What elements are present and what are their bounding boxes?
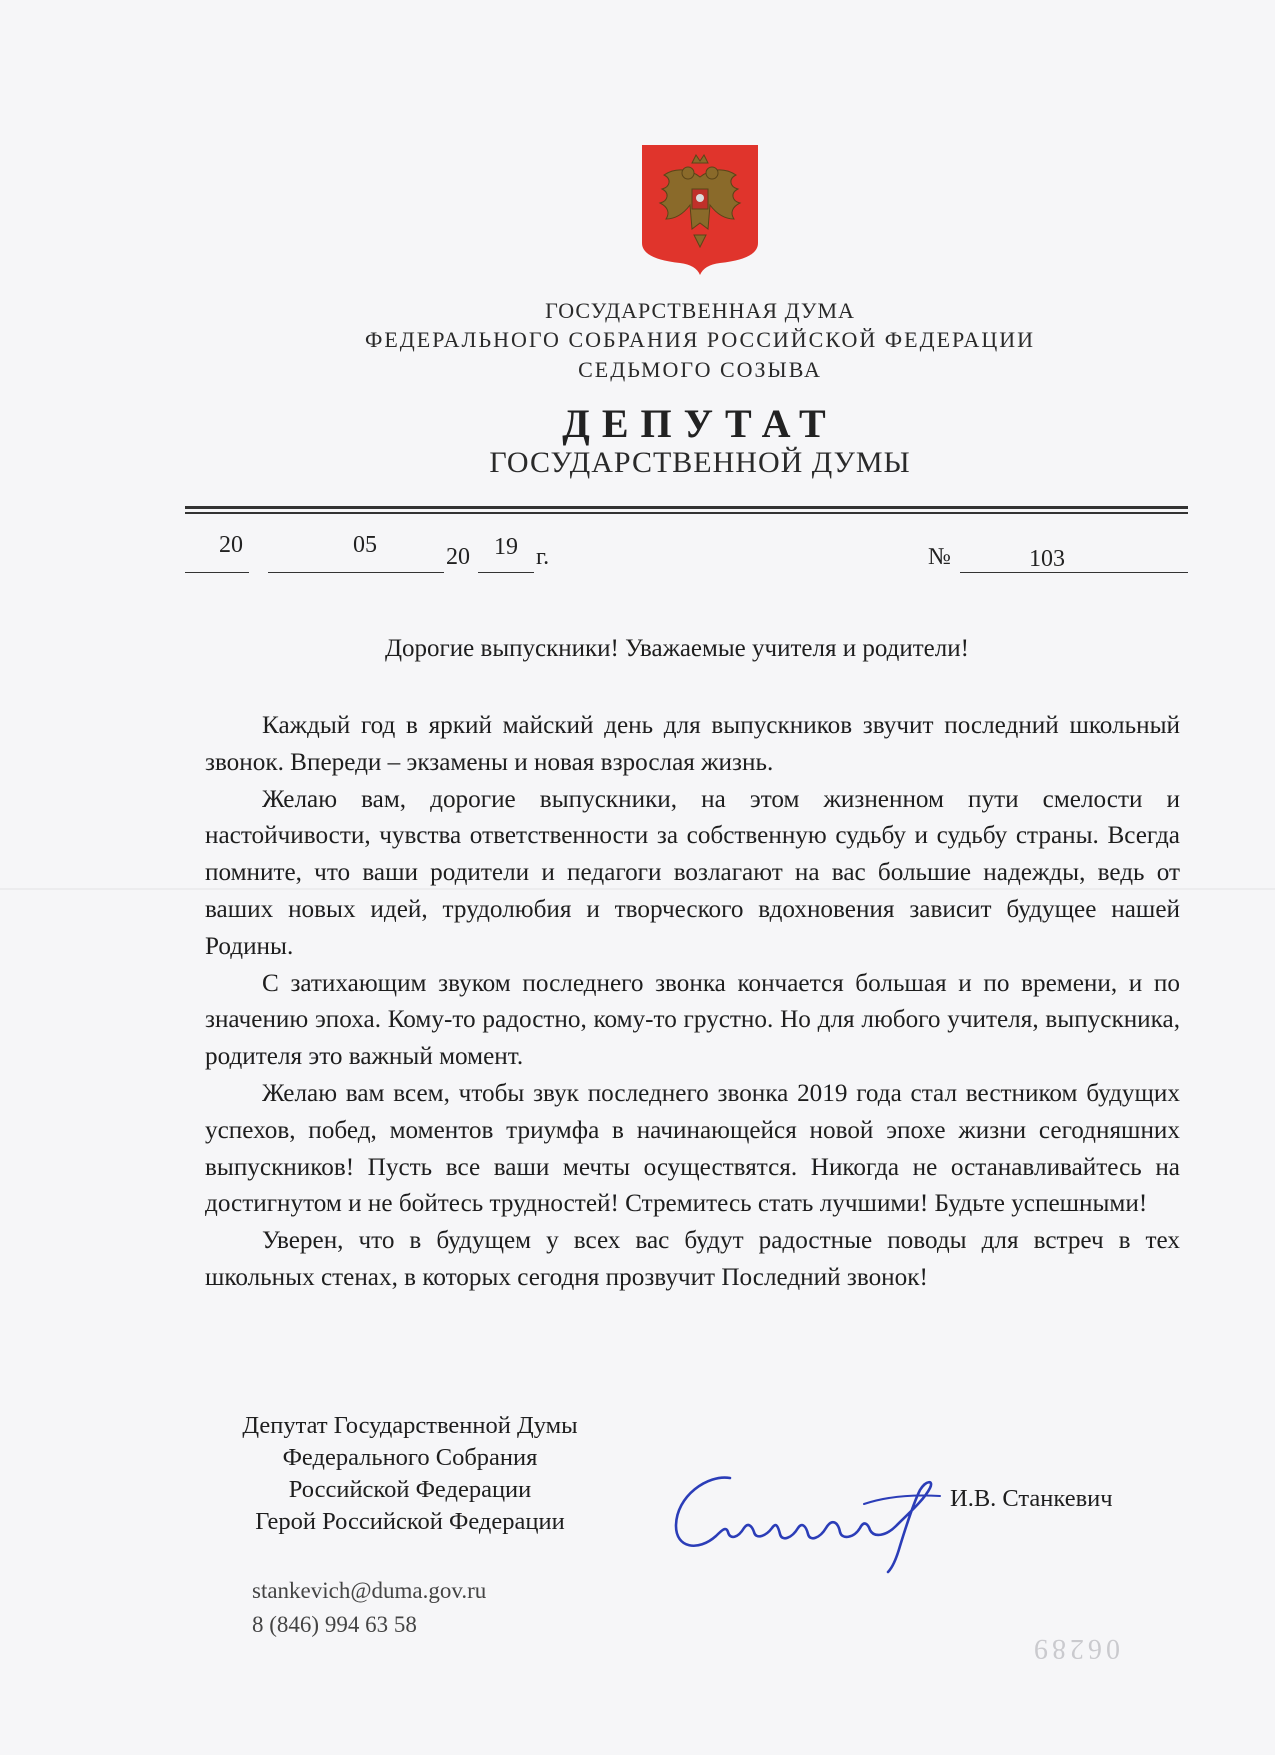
coat-of-arms-icon	[640, 143, 760, 275]
position-line: Федерального Собрания	[282, 1444, 538, 1471]
header-line-2: ФЕДЕРАЛЬНОГО СОБРАНИЯ РОССИЙСКОЙ ФЕДЕРАЦИИ	[364, 327, 1035, 352]
header-title: ДЕПУТАТ	[562, 401, 838, 446]
handwritten-signature	[668, 1456, 958, 1576]
date-day-underline	[185, 572, 249, 573]
body-paragraph: Уверен, что в будущем у всех вас будут радостные поводы для встреч в тех школьных стенах, в которых сегодня прозвучит Последний звонок!	[205, 1227, 1180, 1291]
body-paragraph: Каждый год в яркий майский день для выпускников звучит последний школьный звонок. Впереди – экзамены и новая взрослая жизнь.	[205, 712, 1180, 776]
position-line: Герой Российской Федерации	[255, 1508, 565, 1535]
body-paragraph: Желаю вам всем, чтобы звук последнего звонка 2019 года стал вестником будущих успехов, побед, моментов триумфа в начинающейся новой эпохе жизни сегодняшних выпускников! Пусть все ваши мечты осуществятся. Никогда не останавливайтесь на достигнутом и не бойтесь трудностей! Стремитесь стать лучшими! Будьте успешными!	[205, 1079, 1180, 1218]
signatory-name: И.В. Станкевич	[950, 1485, 1113, 1512]
body-paragraph: Желаю вам, дорогие выпускники, на этом жизненном пути смелости и настойчивости, чувства ответственности за собственную судьбу и судьбу страны. Всегда помните, что ваши родители и педагоги возлагают на вас большие надежды, ведь от ваших новых идей, трудолюбия и творческого вдохновения зависит будущее нашей Родины.	[205, 785, 1180, 960]
document-number: 103	[1029, 546, 1065, 572]
serial-number-imprint: 06289	[1030, 1633, 1120, 1664]
header-line-1: ГОСУДАРСТВЕННАЯ ДУМА	[545, 298, 855, 323]
date-year-suffix: 19	[494, 534, 518, 560]
number-label: №	[928, 544, 951, 570]
position-line: Российской Федерации	[288, 1476, 532, 1503]
header-line-3: СЕДЬМОГО СОЗЫВА	[578, 357, 822, 382]
date-year-prefix: 20	[446, 544, 470, 570]
date-month: 05	[353, 532, 377, 558]
date-day: 20	[219, 532, 243, 558]
date-year-unit: г.	[536, 544, 550, 570]
contact-email: stankevich@duma.gov.ru	[252, 1578, 487, 1603]
header-divider-thin	[185, 512, 1188, 514]
letter-greeting: Дорогие выпускники! Уважаемые учителя и родители!	[385, 635, 969, 662]
position-line: Депутат Государственной Думы	[242, 1412, 578, 1439]
header-subtitle: ГОСУДАРСТВЕННОЙ ДУМЫ	[489, 446, 911, 479]
letter-body	[205, 708, 1180, 1297]
contact-phone: 8 (846) 994 63 58	[252, 1612, 417, 1637]
number-underline	[960, 572, 1188, 573]
body-paragraph: С затихающим звуком последнего звонка кончается большая и по времени, и по значению эпоха. Кому-то радостно, кому-то грустно. Но для любого учителя, выпускника, родителя это важный момент.	[205, 969, 1180, 1071]
date-month-underline	[268, 572, 444, 573]
date-year-underline	[478, 572, 534, 573]
header-divider	[185, 506, 1188, 509]
signatory-position	[205, 1410, 615, 1538]
